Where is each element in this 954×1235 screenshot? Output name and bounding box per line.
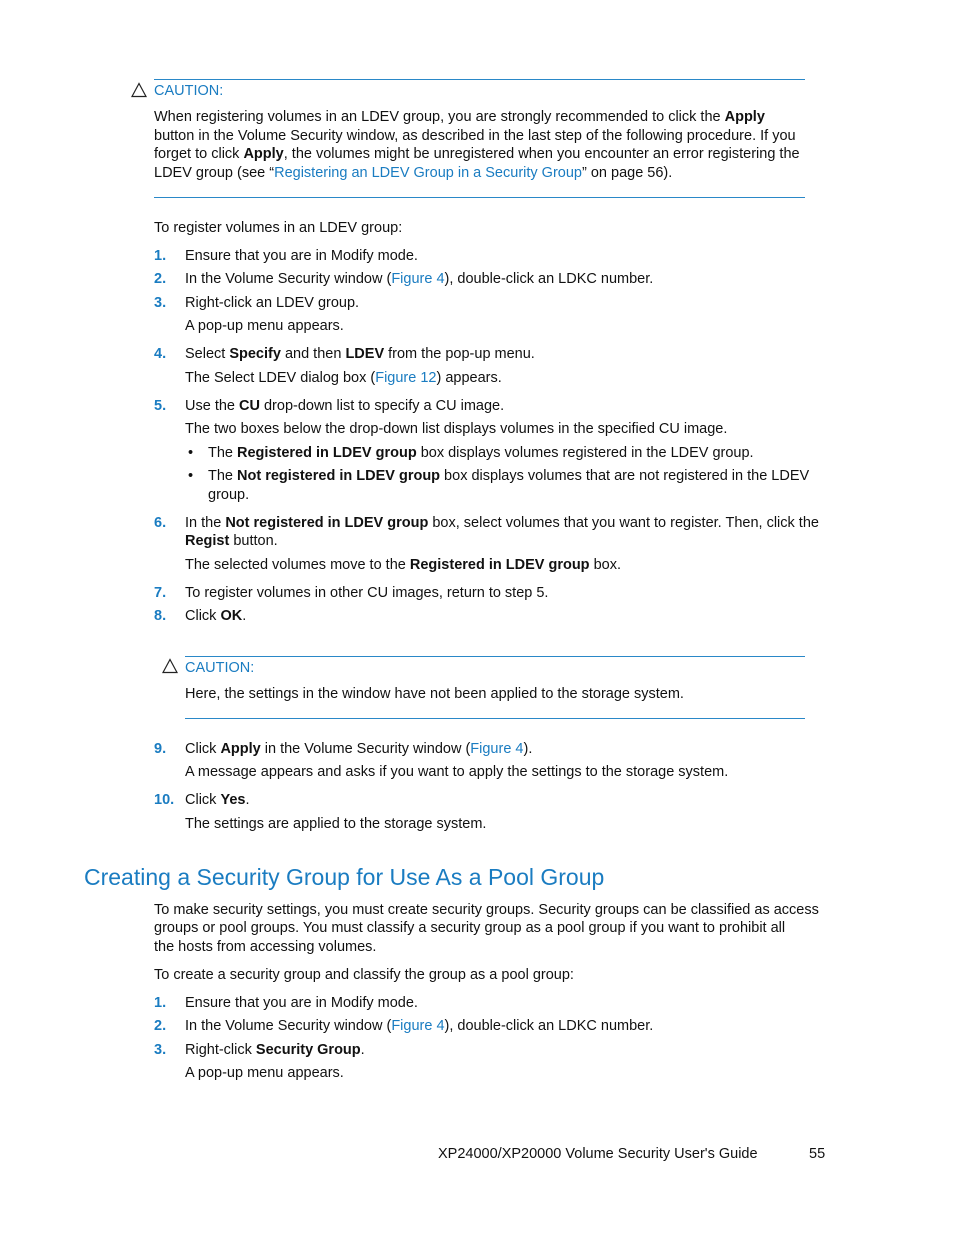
bullet-text-continued: group. [208,487,250,503]
section-paragraph-line: the hosts from accessing volumes. [154,939,377,955]
step-number: 10. [154,792,175,808]
step-number: 2. [154,1018,167,1034]
step-result: The two boxes below the drop-down list displays volumes in the specified CU image. [185,421,728,437]
step-text: In the Not registered in LDEV group box, select volumes that you want to register. Then, click the [185,515,819,531]
step-result: A pop-up menu appears. [185,318,344,334]
caution-text: Here, the settings in the window have not been applied to the storage system. [185,686,684,702]
step-result: The Select LDEV dialog box (Figure 12) appears. [185,370,502,386]
step-text-continued: Regist button. [185,533,278,549]
caution-bottom-rule [185,718,805,719]
step-text: In the Volume Security window (Figure 4), double-click an LDKC number. [185,271,654,287]
step-text: Select Specify and then LDEV from the pop-up menu. [185,346,535,362]
figure-4-link[interactable]: Figure 4 [391,271,445,287]
step-number: 7. [154,585,167,601]
step-number: 8. [154,608,167,624]
figure-12-link[interactable]: Figure 12 [375,370,437,386]
step-result: A message appears and asks if you want to apply the settings to the storage system. [185,764,729,780]
figure-4-link[interactable]: Figure 4 [470,741,524,757]
step-result: The selected volumes move to the Registered in LDEV group box. [185,557,621,573]
section-paragraph-line: groups or pool groups. You must classify a security group as a pool group if you want to prohibit all [154,920,786,936]
section-heading: Creating a Security Group for Use As a Pool Group [84,864,605,890]
step-text: Right-click Security Group. [185,1042,365,1058]
bullet-dot: • [188,445,194,461]
caution-title: CAUTION: [185,660,255,676]
caution-bottom-rule [154,197,805,198]
bullet-dot: • [188,468,194,484]
step-number: 1. [154,995,167,1011]
step-number: 5. [154,398,167,414]
step-text: Use the CU drop-down list to specify a CU image. [185,398,505,414]
step-number: 1. [154,248,167,264]
step-number: 9. [154,741,167,757]
step-number: 2. [154,271,167,287]
step-result: The settings are applied to the storage system. [185,816,487,832]
caution-text: When registering volumes in an LDEV group, you are strongly recommended to click the Apply button in the Volume Security window, as described in the last step of the following procedure. If you forget to click Apply, the volumes might be unregistered when you encounter an error registering the LDEV group (see “Registering an LDEV Group in a Security Group” on page 56). [154,109,800,181]
section-paragraph-line: To make security settings, you must create security groups. Security groups can be classified as access [154,902,819,918]
warning-triangle-icon [131,82,147,98]
footer-title: XP24000/XP20000 Volume Security User's Guide [438,1146,758,1162]
caution-top-rule [185,656,805,657]
step-number: 3. [154,1042,167,1058]
warning-triangle-icon [162,658,178,674]
step-text: Ensure that you are in Modify mode. [185,995,418,1011]
caution-top-rule [154,79,805,80]
registering-ldev-group-link[interactable]: Registering an LDEV Group in a Security Group [274,164,582,181]
figure-4-link[interactable]: Figure 4 [391,1018,445,1034]
caution-title: CAUTION: [154,83,224,99]
step-number: 3. [154,295,167,311]
step-result: A pop-up menu appears. [185,1065,344,1081]
step-text: In the Volume Security window (Figure 4), double-click an LDKC number. [185,1018,654,1034]
step-text: Ensure that you are in Modify mode. [185,248,418,264]
step-text: Click Yes. [185,792,250,808]
step-number: 4. [154,346,167,362]
page-number: 55 [809,1146,826,1162]
bullet-text: The Not registered in LDEV group box displays volumes that are not registered in the LDEV [208,468,810,484]
procedure-intro: To register volumes in an LDEV group: [154,220,403,236]
step-number: 6. [154,515,167,531]
bullet-text: The Registered in LDEV group box displays volumes registered in the LDEV group. [208,445,754,461]
step-text: Click Apply in the Volume Security window (Figure 4). [185,741,533,757]
step-text: Right-click an LDEV group. [185,295,360,311]
step-text: To register volumes in other CU images, return to step 5. [185,585,549,601]
step-text: Click OK. [185,608,247,624]
procedure-intro: To create a security group and classify the group as a pool group: [154,967,574,983]
